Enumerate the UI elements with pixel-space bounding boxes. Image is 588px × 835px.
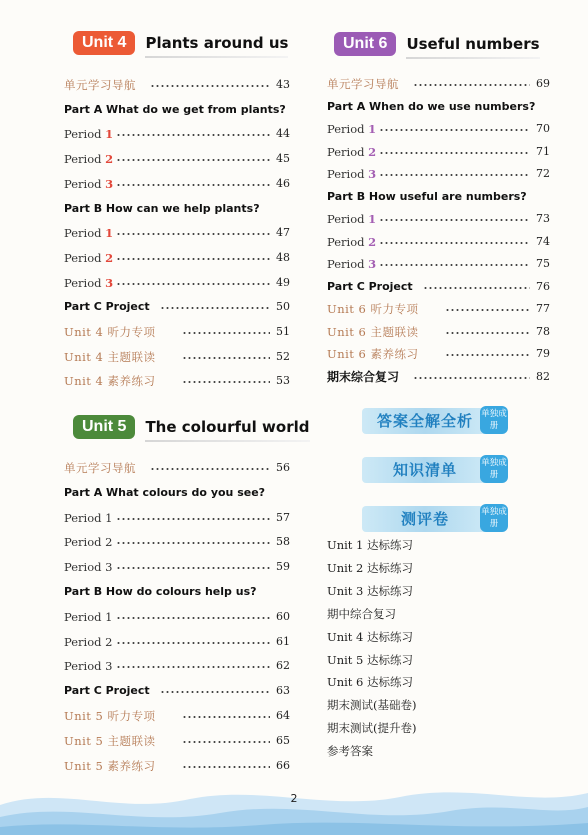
period-word: Period [64, 127, 102, 142]
period-number: 2 [105, 535, 113, 550]
test-paper-item: Unit 5 达标练习 [327, 652, 414, 667]
part-heading [64, 200, 290, 218]
toc-entry [327, 233, 550, 251]
leader-dots [160, 691, 270, 693]
test-paper-item: 期末测试(基础卷) [327, 698, 417, 713]
toc-entry [64, 459, 290, 477]
period-number: 1 [368, 212, 377, 226]
page-number-ref: 66 [276, 758, 290, 772]
toc-entry [64, 125, 290, 143]
part-heading [327, 98, 550, 116]
period-number: 3 [105, 176, 114, 191]
toc-entry [327, 300, 550, 318]
test-paper-item: Unit 4 达标练习 [327, 629, 414, 644]
part-heading [64, 484, 290, 502]
period-word: Period [327, 257, 365, 271]
leader-dots [379, 152, 530, 154]
period-number: 3 [105, 659, 113, 674]
period-word: Period [64, 510, 102, 525]
toc-entry [64, 533, 290, 551]
period-word: Period [64, 152, 102, 167]
page-number-ref: 44 [276, 127, 290, 141]
period-number: 1 [105, 609, 113, 624]
leader-dots [182, 766, 270, 768]
toc-entry [64, 608, 290, 626]
period-number: 3 [368, 257, 377, 271]
section-title: Unit 5 主题联读 [64, 733, 156, 748]
section-title: Unit 5 听力专项 [64, 709, 156, 723]
period-label [327, 233, 376, 251]
page-number-ref: 49 [276, 275, 290, 289]
period-label [327, 120, 376, 138]
period-number: 1 [105, 127, 114, 142]
unit-5-badge: Unit 5 [73, 415, 135, 439]
period-word: Period [64, 275, 102, 290]
test-paper-item: 期末测试(提升卷) [327, 721, 417, 736]
leader-dots [116, 666, 270, 668]
leader-dots [413, 377, 530, 379]
part-title: Part C Project [327, 279, 413, 293]
period-label [64, 125, 113, 143]
period-word: Period [327, 234, 365, 249]
unit-6-title: Useful numbers [406, 35, 540, 53]
leader-dots [182, 381, 270, 383]
unit-4-header [73, 29, 288, 57]
period-word: Period [327, 144, 365, 159]
section-title: Unit 6 主题联读 [327, 324, 419, 339]
toc-entry [64, 732, 290, 750]
leader-dots [445, 354, 530, 356]
period-number: 3 [105, 275, 114, 290]
section-title: Unit 4 素养练习 [64, 374, 156, 389]
toc-entry [327, 165, 550, 183]
section-title: Unit 6 素养练习 [327, 347, 419, 361]
test-paper-item: Unit 6 达标练习 [327, 675, 414, 690]
period-word: Period [64, 659, 102, 674]
page-number-ref: 48 [276, 250, 290, 264]
leader-dots [116, 617, 270, 619]
leader-dots [116, 258, 270, 260]
page-number-ref: 64 [276, 709, 290, 722]
leader-dots [150, 85, 270, 87]
period-word: Period [327, 167, 365, 181]
part-title: Part B How can we help plants? [64, 201, 260, 215]
leader-dots [150, 468, 270, 470]
page-number-ref: 60 [276, 609, 290, 623]
toc-entry [327, 120, 550, 138]
toc-entry [64, 150, 290, 168]
leader-dots [445, 309, 530, 311]
period-word: Period [64, 226, 102, 241]
page-number-ref: 76 [536, 279, 550, 293]
unit-4-title: Plants around us [145, 34, 289, 52]
page-number-ref: 82 [536, 369, 550, 383]
unit-5-header [73, 413, 310, 441]
toc-entry [64, 657, 290, 675]
page-number-ref: 51 [276, 325, 290, 338]
unit-4-badge: Unit 4 [73, 31, 135, 55]
part-heading [327, 188, 550, 206]
period-label [64, 633, 112, 651]
period-label [64, 533, 112, 551]
period-label [327, 165, 376, 183]
part-title: Part B How do colours help us? [64, 585, 257, 598]
unit-6-header [334, 30, 540, 58]
leader-dots [423, 287, 530, 289]
toc-entry [64, 323, 290, 341]
unit-6-badge: Unit 6 [334, 32, 396, 56]
page-number-ref: 78 [536, 324, 550, 338]
leader-dots [413, 84, 530, 86]
page-number-ref: 77 [536, 302, 550, 315]
period-label [327, 143, 376, 161]
period-label [327, 255, 376, 273]
page-number-ref: 73 [536, 212, 550, 225]
section-title: Unit 5 素养练习 [64, 758, 156, 773]
period-word: Period [64, 250, 102, 265]
section-title: 单元学习导航 [64, 461, 136, 475]
leader-dots [116, 542, 270, 544]
wave-decoration [0, 777, 588, 835]
leader-dots [182, 357, 270, 359]
section-title: 单元学习导航 [64, 78, 136, 92]
page-number-ref: 71 [536, 144, 550, 158]
period-label [64, 657, 112, 675]
period-number: 2 [105, 250, 114, 265]
unit-5-title: The colourful world [145, 418, 310, 436]
page-number-ref: 59 [276, 560, 290, 574]
toc-entry [64, 372, 290, 390]
period-label [64, 608, 112, 626]
toc-entry [327, 75, 550, 93]
toc-entry [64, 76, 290, 94]
toc-entry [64, 249, 290, 267]
toc-entry [64, 274, 290, 292]
page-number-ref: 56 [276, 461, 290, 474]
period-label [64, 274, 113, 292]
period-number: 1 [105, 510, 113, 525]
period-label [64, 150, 113, 168]
period-number: 3 [105, 560, 113, 575]
period-number: 2 [105, 634, 113, 649]
period-label [64, 175, 113, 193]
period-number: 2 [368, 234, 377, 249]
page-number-ref: 57 [276, 510, 290, 524]
period-number: 1 [368, 122, 377, 136]
section-title: 单元学习导航 [327, 77, 399, 91]
toc-entry [64, 175, 290, 193]
period-word: Period [64, 176, 102, 191]
period-word: Period [64, 609, 102, 624]
part-title: Part A What do we get from plants? [64, 102, 286, 116]
page-number-ref: 75 [536, 257, 550, 270]
leader-dots [182, 716, 270, 718]
leader-dots [182, 741, 270, 743]
page-number-ref: 58 [276, 535, 290, 549]
page-number-ref: 63 [276, 684, 290, 698]
test-paper-item: 期中综合复习 [327, 606, 396, 621]
part-title: Part C Project [64, 300, 150, 314]
period-label [64, 224, 113, 242]
leader-dots [379, 242, 530, 244]
section-title: Unit 4 主题联读 [64, 349, 156, 364]
test-paper-item: Unit 1 达标练习 [327, 538, 414, 552]
section-title: Unit 6 听力专项 [327, 302, 419, 316]
toc-entry [327, 345, 550, 363]
leader-dots [116, 159, 270, 161]
period-number: 2 [368, 144, 377, 159]
toc-entry [327, 368, 550, 386]
leader-dots [445, 332, 530, 334]
toc-entry [64, 509, 290, 527]
leader-dots [116, 134, 270, 136]
toc-entry [64, 298, 290, 316]
leader-dots [379, 129, 530, 131]
period-word: Period [327, 212, 365, 226]
leader-dots [116, 283, 270, 285]
page-number-ref: 79 [536, 347, 550, 360]
page-number-ref: 69 [536, 77, 550, 90]
leader-dots [379, 219, 530, 221]
page-number-ref: 72 [536, 167, 550, 180]
separate-booklet-tag: 单独成册 [480, 406, 508, 434]
leader-dots [116, 642, 270, 644]
leader-dots [116, 518, 270, 520]
leader-dots [379, 174, 530, 176]
period-label [64, 558, 112, 576]
toc-entry [64, 682, 290, 700]
period-word: Period [64, 634, 102, 649]
leader-dots [182, 332, 270, 334]
period-number: 2 [105, 152, 114, 167]
page-number-ref: 50 [276, 300, 290, 314]
toc-entry [64, 633, 290, 651]
part-title: Part A What colours do you see? [64, 485, 266, 499]
leader-dots [379, 264, 530, 266]
page-number-ref: 43 [276, 78, 290, 91]
page-number-ref: 52 [276, 349, 290, 363]
test-paper-item: Unit 3 达标练习 [327, 583, 414, 598]
part-title: Part C Project [64, 684, 150, 698]
period-label [64, 509, 112, 527]
period-label [64, 249, 113, 267]
part-title: Part B How useful are numbers? [327, 189, 527, 203]
separate-booklet-tag: 单独成册 [480, 455, 508, 483]
page-number-ref: 65 [276, 733, 290, 747]
banner-label: 知识清单 [362, 457, 488, 483]
banner-label: 测评卷 [362, 506, 488, 532]
test-paper-item: 参考答案 [327, 744, 373, 759]
toc-entry [327, 255, 550, 273]
leader-dots [160, 307, 270, 309]
page-number-ref: 74 [536, 234, 550, 248]
toc-entry [327, 278, 550, 296]
toc-entry [327, 143, 550, 161]
page-number-ref: 53 [276, 374, 290, 388]
period-word: Period [64, 535, 102, 550]
toc-entry [64, 558, 290, 576]
banner-label: 答案全解全析 [362, 408, 488, 434]
part-heading [64, 101, 290, 119]
separate-booklet-tag: 单独成册 [480, 504, 508, 532]
final-review-title: 期末综合复习 [327, 369, 400, 384]
leader-dots [116, 567, 270, 569]
page-number-ref: 62 [276, 659, 290, 673]
period-number: 1 [105, 226, 114, 241]
period-word: Period [64, 560, 102, 575]
toc-entry [64, 224, 290, 242]
leader-dots [116, 233, 270, 235]
leader-dots [116, 184, 270, 186]
page-number-ref: 45 [276, 152, 290, 166]
part-heading [64, 583, 290, 601]
toc-entry [327, 210, 550, 228]
page-number-ref: 61 [276, 634, 290, 648]
toc-entry [327, 323, 550, 341]
part-title: Part A When do we use numbers? [327, 99, 536, 113]
toc-entry [64, 707, 290, 725]
page-number-ref: 47 [276, 226, 290, 240]
period-number: 3 [368, 167, 377, 181]
section-title: Unit 4 听力专项 [64, 325, 156, 339]
page-number-ref: 46 [276, 176, 290, 190]
page-number: 2 [290, 792, 298, 805]
page-number-ref: 70 [536, 122, 550, 135]
toc-entry [64, 348, 290, 366]
period-word: Period [327, 122, 365, 136]
toc-entry [64, 757, 290, 775]
test-paper-item: Unit 2 达标练习 [327, 560, 414, 575]
period-label [327, 210, 376, 228]
